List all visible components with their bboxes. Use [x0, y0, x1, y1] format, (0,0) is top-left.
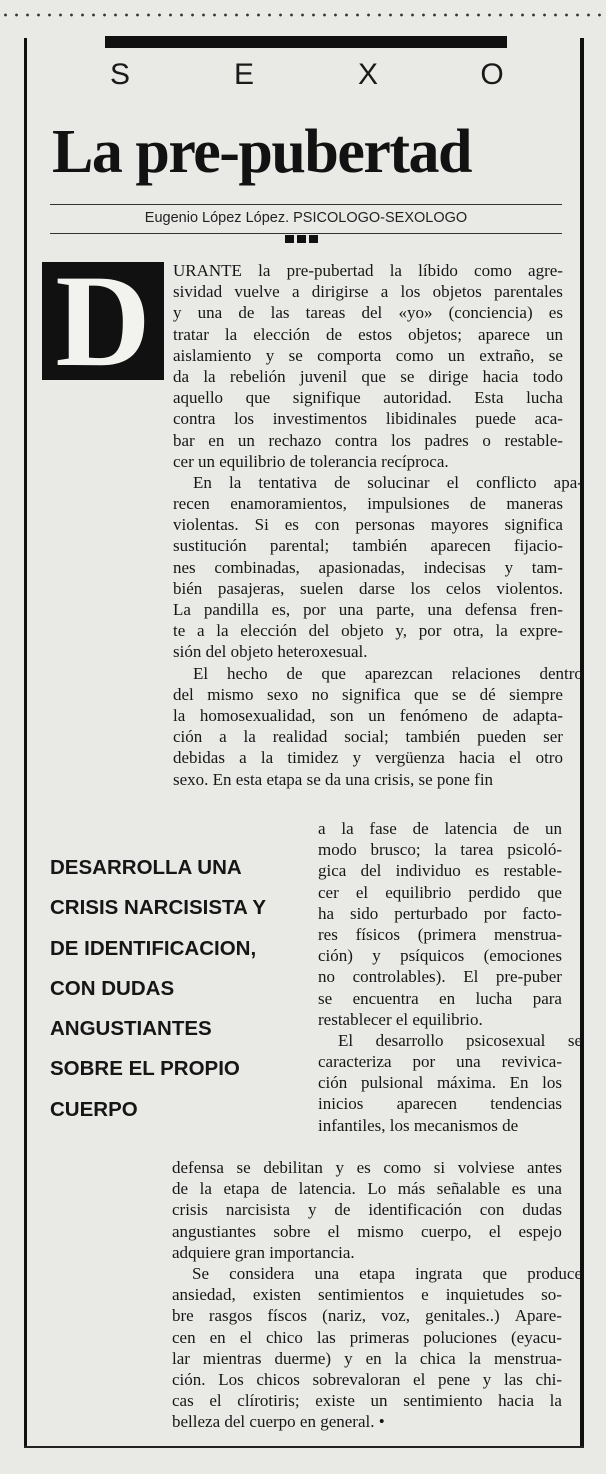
text-line: crisis narcisista y de identificación con dudas [172, 1200, 562, 1220]
text-line: contra los investimentos libidinales puede aca- [173, 409, 563, 429]
text-line: cen en el chico las primeras poluciones (eyacu- [172, 1327, 562, 1347]
pull-quote-line: DESARROLLA UNA [50, 856, 242, 879]
text-line: ha sido perturbado por facto- [318, 903, 562, 923]
text-line: nes combinadas, apasionadas, indecisas y tam- [173, 557, 563, 577]
text-line: da la rebelión juvenil que se dirige hacia todo [173, 366, 563, 386]
bottom-rule [24, 1446, 584, 1448]
text-line: El hecho de que aparezcan relaciones dentro [193, 663, 583, 683]
pull-quote-line: SOBRE EL PROPIO [50, 1057, 240, 1081]
ornament-squares [285, 235, 318, 243]
text-line: belleza del cuerpo en general. • [172, 1412, 385, 1432]
section-label [105, 55, 507, 95]
text-line: tratar la elección de estos objetos; aparece un [173, 324, 563, 344]
article-body-mid [318, 818, 582, 1136]
article-body-main [173, 260, 583, 790]
text-line: angustiantes sobre el mismo cuerpo, el espejo [172, 1221, 562, 1241]
text-line: cer el equilibrio perdido que [318, 882, 562, 902]
text-line: defensa se debilitan y es como si volviese antes [172, 1158, 562, 1177]
section-letter: O [480, 58, 504, 91]
text-line: de la etapa de latencia. Lo más señalable es una [172, 1179, 562, 1199]
text-line: sividad vuelve a dirigirse a los objetos parentales [173, 282, 563, 302]
text-line: ción pulsional máxima. En los [318, 1073, 562, 1093]
text-line: restablecer el equilibrio. [318, 1009, 483, 1029]
text-line: ción) y psíquicos (emociones [318, 946, 562, 966]
text-line: violentas. Si es con personas mayores significa [173, 515, 563, 535]
text-line: El desarrollo psicosexual se [338, 1030, 582, 1050]
text-line: aquello que signifique autoridad. Esta lucha [173, 388, 563, 408]
ornament-square [285, 235, 294, 243]
byline-bottom-rule [50, 233, 562, 234]
text-line: bar en un rechazo contra los padres o restable- [173, 430, 563, 450]
text-line: no controlables). El pre-puber [318, 967, 562, 987]
text-line: la homosexualidad, son un fenómeno de adapta- [173, 705, 563, 725]
pull-quote [50, 848, 266, 1130]
section-letter: S [109, 58, 130, 91]
text-line: sustitución parental; también aparecen fijacio- [173, 536, 563, 556]
text-line: bre rasgos físcos (nariz, voz, genitales..) Apare- [172, 1306, 562, 1326]
drop-cap: D [42, 262, 164, 380]
ornament-square [309, 235, 318, 243]
text-line: adquiere gran importancia. [172, 1242, 355, 1262]
text-line: cas el clírotiris; existe un sentimiento hacia la [172, 1391, 562, 1411]
byline-top-rule [50, 204, 562, 205]
text-line: debidas a la timidez y vergüenza hacia el otro [173, 748, 563, 768]
text-line: aislamiento y se comporta como un extraño, se [173, 345, 563, 365]
text-line: te a la elección del objeto y, por otra, la expre- [173, 621, 563, 641]
text-line: ansiedad, existen sentimientos e inquietudes so- [172, 1285, 562, 1305]
text-line: La pandilla es, por una parte, una defensa fren- [173, 600, 563, 619]
text-line: ción. Los chicos sobrevaloran el pene y las chi- [172, 1369, 562, 1389]
left-column-rule [24, 38, 27, 1448]
pull-quote-line: CUERPO [50, 1097, 138, 1121]
text-line: del mismo sexo no significa que se dé siempre [173, 684, 563, 704]
pull-quote-line: CRISIS NARCISISTA Y [50, 896, 267, 920]
article-title: La pre-pubertad [52, 118, 472, 186]
text-line: a la fase de latencia de un [318, 819, 562, 838]
section-header-bar [105, 36, 507, 48]
pull-quote-line: ANGUSTIANTES [50, 1017, 212, 1041]
section-letter: X [357, 58, 378, 91]
text-line: cer un equilibrio de tolerancia recíproca. [173, 451, 449, 471]
top-dotted-border [0, 13, 606, 17]
text-line: ción a la realidad social; también pueden ser [173, 727, 563, 747]
text-line: inicios aparecen tendencias [318, 1094, 562, 1114]
text-line: se encuentra en lucha para [318, 988, 562, 1008]
text-line: recen enamoramientos, impulsiones de maneras [173, 494, 563, 514]
text-line: sexo. En esta etapa se da una crisis, se pone fin [173, 769, 494, 789]
byline: Eugenio López López. PSICOLOGO-SEXOLOGO [144, 210, 468, 226]
ornament-square [297, 235, 306, 243]
text-line: bién pasajeras, suelen darse los celos violentos. [173, 578, 563, 598]
text-line: lar mientras duerme) y en la chica la menstrua- [172, 1348, 562, 1368]
pull-quote-line: DE IDENTIFICACION, [50, 936, 257, 960]
section-letter: E [233, 58, 254, 91]
text-line: URANTE la pre-pubertad la líbido como agre- [173, 261, 563, 280]
text-line: res físicos (primera menstrua- [318, 924, 562, 944]
text-line: modo brusco; la tarea psicoló- [318, 840, 562, 860]
text-line: gica del individuo es restable- [318, 861, 562, 881]
text-line: caracteriza por una revivica- [318, 1052, 562, 1072]
text-line: infantiles, los mecanismos de [318, 1115, 519, 1135]
article-body-bottom [172, 1157, 582, 1432]
pull-quote-line: CON DUDAS [50, 976, 175, 1000]
text-line: Se considera una etapa ingrata que produce [192, 1263, 582, 1283]
text-line: sión del objeto heteroxesual. [173, 642, 368, 662]
text-line: y una de las tareas del «yo» (conciencia) es [173, 303, 563, 323]
text-line: En la tentativa de solucinar el conflicto apa- [193, 472, 583, 492]
